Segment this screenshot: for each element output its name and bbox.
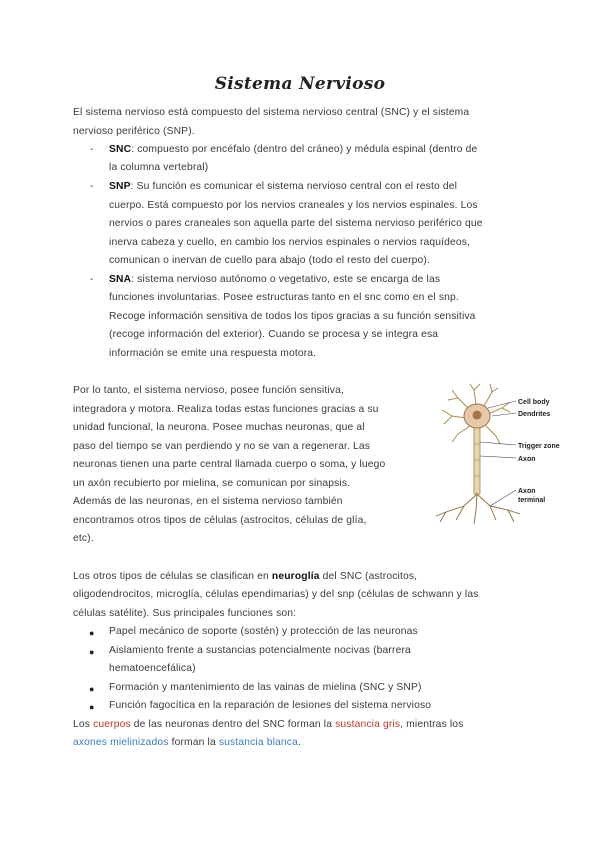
snp-term: SNP	[109, 181, 131, 192]
sna-line-3: Recoge información sensitiva de todos los tipos gracias a su función sensitiva	[109, 311, 476, 322]
para3-line-3: células satélite). Sus principales funciones son:	[73, 608, 297, 619]
final-text: forman la	[168, 737, 219, 748]
axon-terminal-drawing	[436, 494, 520, 524]
snp-line-1	[109, 178, 457, 196]
label-axon: Axon	[518, 456, 536, 463]
dash-marker: -	[90, 274, 94, 285]
function-2-line-1: Aislamiento frente a sustancias potencialmente nocivas (barrera	[109, 645, 411, 656]
sna-line-1	[109, 271, 440, 289]
sustancia-gris-highlight: sustancia gris	[335, 719, 401, 730]
para2-line-4: paso del tiempo se van perdiendo y no se van a regenerar. Las	[73, 441, 371, 452]
intro-line-2: nervioso periférico (SNP).	[73, 126, 195, 137]
final-text: , mientras los	[400, 719, 464, 730]
para2-line-9: etc).	[73, 533, 94, 544]
para3-line-1	[73, 568, 417, 586]
snc-term: SNC	[109, 144, 132, 155]
label-dendrites: Dendrites	[518, 411, 551, 418]
neuroglia-term: neuroglía	[271, 571, 320, 582]
snc-line-2: la columna vertebral)	[109, 162, 209, 173]
dash-marker: -	[90, 144, 94, 155]
function-2-line-2: hematoencefálica)	[109, 663, 196, 674]
bullet-icon: ●	[89, 647, 95, 657]
snp-line-4: inerva cabeza y cuello, en cambio los nervios espinales o nervios raquídeos,	[109, 237, 471, 248]
final-line-1	[73, 716, 464, 734]
snc-line-1	[109, 141, 477, 159]
page-title: Sistema Nervioso	[214, 74, 386, 94]
snp-line-3: nervios o pares craneales son aquella parte del sistema nervioso periférico que	[109, 218, 483, 229]
para3-text: del SNC (astrocitos,	[319, 571, 418, 582]
sna-term: SNA	[109, 274, 132, 285]
para2-line-7: Además de las neuronas, en el sistema nervioso también	[73, 496, 343, 507]
final-text: de las neuronas dentro del SNC forman la	[130, 719, 336, 730]
function-1: Papel mecánico de soporte (sostén) y protección de las neuronas	[109, 626, 418, 637]
nucleus-drawing	[473, 411, 482, 420]
sna-text: : sistema nervioso autónomo o vegetativo, este se encarga de las	[131, 274, 441, 285]
sna-line-4: (recoge información del exterior). Cuando se procesa y se integra esa	[109, 329, 439, 340]
label-axon-terminal-2: terminal	[518, 497, 546, 504]
axones-mielinizados-highlight: axones mielinizados	[73, 737, 169, 748]
snc-text: : compuesto por encéfalo (dentro del cráneo) y médula espinal (dentro de	[131, 144, 478, 155]
dash-marker: -	[90, 181, 94, 192]
sna-line-2: funciones involuntarias. Posee estructuras tanto en el snc como en el snp.	[109, 292, 459, 303]
para3-text: Los otros tipos de células se clasifican en	[73, 571, 272, 582]
label-trigger-zone: Trigger zone	[518, 443, 560, 450]
final-text: .	[297, 737, 301, 748]
label-axon-terminal-1: Axon	[518, 488, 536, 495]
para2-line-1: Por lo tanto, el sistema nervioso, posee función sensitiva,	[73, 385, 344, 396]
sna-line-5: información se emite una respuesta motora.	[109, 348, 317, 359]
para2-line-2: integradora y motora. Realiza todas estas funciones gracias a su	[73, 404, 379, 415]
bullet-icon: ●	[89, 702, 95, 712]
function-3: Formación y mantenimiento de las vainas de mielina (SNC y SNP)	[109, 682, 422, 693]
final-text: Los	[73, 719, 94, 730]
function-4: Función fagocítica en la reparación de lesiones del sistema nervioso	[109, 700, 432, 711]
intro-line-1: El sistema nervioso está compuesto del sistema nervioso central (SNC) y el sistema	[73, 107, 470, 118]
neuron-diagram	[430, 382, 570, 527]
label-cell-body: Cell body	[518, 399, 550, 406]
cuerpos-highlight: cuerpos	[93, 719, 131, 730]
para2-line-8: encontramos otros tipos de células (astrocitos, células de glía,	[73, 515, 367, 526]
para2-line-5: neuronas tienen una parte central llamada cuerpo o soma, y luego	[73, 459, 386, 470]
sustancia-blanca-highlight: sustancia blanca	[218, 737, 298, 748]
para2-line-6: un axón recubierto por mielina, se comunican por sinapsis.	[73, 478, 351, 489]
snp-line-2: cuerpo. Está compuesto por los nervios craneales y los nervios espinales. Los	[109, 200, 478, 211]
final-line-2	[73, 734, 301, 752]
bullet-icon: ●	[89, 684, 95, 694]
para2-line-3: unidad funcional, la neurona. Posee muchas neuronas, que al	[73, 422, 365, 433]
para3-line-2: oligodendrocitos, microglía, células ependimarias) y del snp (células de schwann y las	[73, 589, 479, 600]
snp-line-5: comunican o inervan de cuello para abajo (todo el resto del cuerpo).	[109, 255, 431, 266]
bullet-icon: ●	[89, 628, 95, 638]
axon-drawing	[474, 428, 480, 494]
snp-text: : Su función es comunicar el sistema nervioso central con el resto del	[130, 181, 458, 192]
